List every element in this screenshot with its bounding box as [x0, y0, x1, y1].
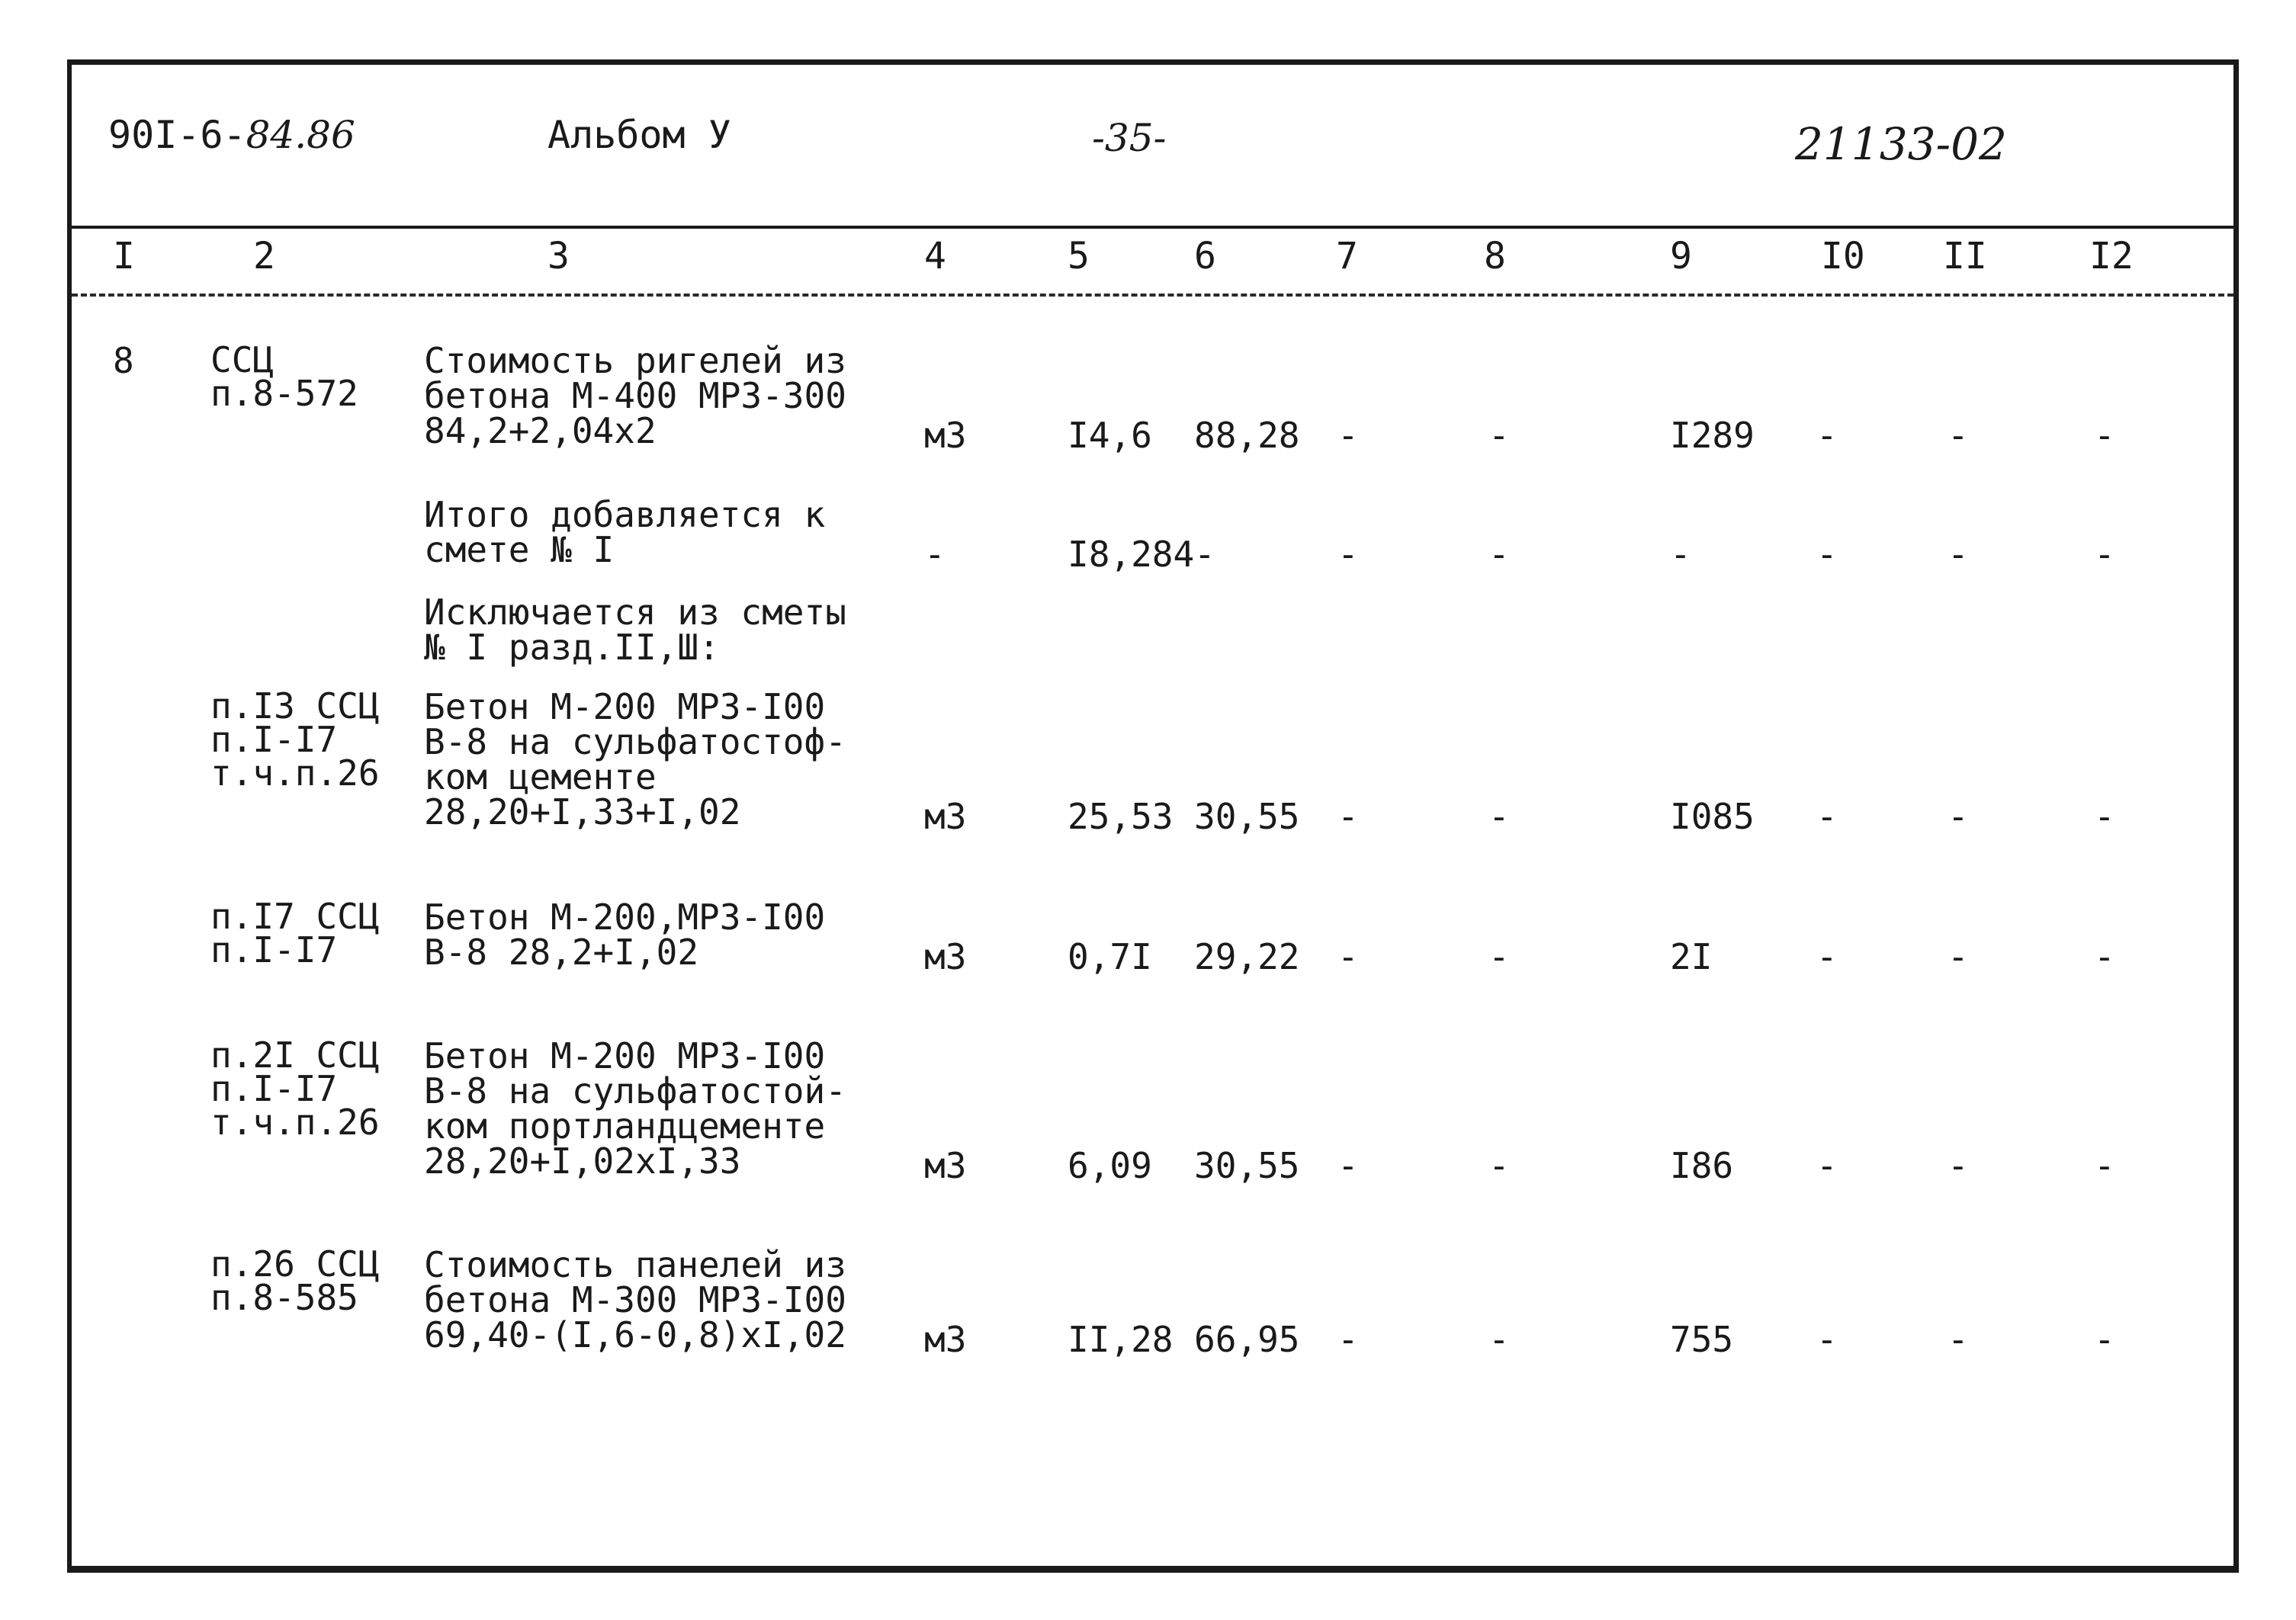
column-number: 5 — [1068, 235, 1090, 277]
value-cell-c7: - — [1337, 415, 1359, 456]
reference-line: п.I-I7 — [210, 929, 338, 970]
value-cell-c5: II,28 — [1068, 1319, 1174, 1360]
column-number: 6 — [1194, 235, 1216, 277]
value-cell-c11: - — [1948, 415, 1969, 456]
value-cell-c12: - — [2094, 936, 2115, 977]
value-cell-c10: - — [1816, 534, 1838, 575]
reference-line: п.26 ССЦ — [210, 1243, 380, 1285]
value-cell-c6: 66,95 — [1194, 1319, 1300, 1360]
value-cell-c6: 30,55 — [1194, 796, 1300, 837]
value-cell-c7: - — [1337, 936, 1359, 977]
description-line: ком цементе — [424, 756, 657, 797]
value-cell-c9: 2I — [1670, 936, 1713, 977]
value-cell-c10: - — [1816, 796, 1838, 837]
value-cell-c12: - — [2094, 415, 2115, 456]
value-cell-c12: - — [2094, 796, 2115, 837]
column-number: I2 — [2089, 235, 2134, 277]
value-cell-c10: - — [1816, 415, 1838, 456]
page-number: -35- — [1092, 116, 1167, 160]
column-number: 8 — [1484, 235, 1506, 277]
description-line: 28,20+I,02хI,33 — [424, 1140, 741, 1182]
description-line: бетона М-400 МРЗ-300 — [424, 375, 846, 416]
value-cell-c10: - — [1816, 1145, 1838, 1186]
column-number: II — [1943, 235, 1987, 277]
value-cell-unit: м3 — [924, 415, 967, 456]
value-cell-c8: - — [1488, 1145, 1510, 1186]
album-label: Альбом У — [548, 113, 731, 157]
value-cell-c10: - — [1816, 936, 1838, 977]
value-cell-c9: I86 — [1670, 1145, 1734, 1186]
value-cell-c11: - — [1948, 1145, 1969, 1186]
description-line: Бетон М-200 МРЗ-I00 — [424, 1035, 826, 1076]
value-cell-c7: - — [1337, 534, 1359, 575]
description-line: 84,2+2,04х2 — [424, 410, 657, 451]
value-cell-c12: - — [2094, 1319, 2115, 1360]
description-line: Бетон М-200 МРЗ-I00 — [424, 686, 826, 727]
value-cell-c8: - — [1488, 534, 1510, 575]
value-cell-c6: 88,28 — [1194, 415, 1300, 456]
value-cell-c6: 30,55 — [1194, 1145, 1300, 1186]
description-line: Исключается из сметы — [424, 592, 846, 633]
value-cell-c5: I8,284 — [1068, 534, 1195, 575]
document-code-printed: 90I-6- — [108, 113, 246, 157]
description-line: № I разд.II,Ш: — [424, 627, 720, 668]
reference-line: п.I-I7 — [210, 1068, 338, 1109]
value-cell-unit: м3 — [924, 796, 967, 837]
value-cell-c7: - — [1337, 1319, 1359, 1360]
column-number: 4 — [924, 235, 946, 277]
value-cell-c8: - — [1488, 796, 1510, 837]
value-cell-c5: 6,09 — [1068, 1145, 1152, 1186]
reference-line: п.2I ССЦ — [210, 1035, 380, 1076]
column-number: 2 — [253, 235, 275, 277]
value-cell-c6: 29,22 — [1194, 936, 1300, 977]
description-line: Стоимость ригелей из — [424, 340, 846, 381]
document-code-handwritten: 84.86 — [246, 113, 355, 157]
description-line: 69,40-(I,6-0,8)хI,02 — [424, 1314, 846, 1355]
header-rule-top — [72, 226, 2233, 229]
project-number: 21133-02 — [1795, 118, 2007, 170]
header-rule-bottom — [72, 294, 2233, 297]
value-cell-c5: I4,6 — [1068, 415, 1152, 456]
value-cell-c11: - — [1948, 936, 1969, 977]
column-number: I — [113, 235, 135, 277]
column-number: 3 — [548, 235, 570, 277]
description-line: смете № I — [424, 529, 615, 570]
value-cell-unit: м3 — [924, 936, 967, 977]
row-number: 8 — [113, 340, 134, 381]
value-cell-c9: - — [1670, 534, 1691, 575]
value-cell-c7: - — [1337, 1145, 1359, 1186]
value-cell-c11: - — [1948, 534, 1969, 575]
value-cell-c7: - — [1337, 796, 1359, 837]
reference-line: т.ч.п.26 — [210, 752, 380, 794]
value-cell-c12: - — [2094, 1145, 2115, 1186]
value-cell-c10: - — [1816, 1319, 1838, 1360]
description-line: бетона М-300 МРЗ-I00 — [424, 1279, 846, 1320]
value-cell-c8: - — [1488, 1319, 1510, 1360]
value-cell-c9: I085 — [1670, 796, 1755, 837]
description-line: 28,20+I,33+I,02 — [424, 791, 741, 832]
value-cell-unit: м3 — [924, 1145, 967, 1186]
column-number: I0 — [1821, 235, 1865, 277]
value-cell-c9: I289 — [1670, 415, 1755, 456]
value-cell-unit: м3 — [924, 1319, 967, 1360]
description-line: Стоимость панелей из — [424, 1244, 846, 1285]
description-line: В-8 28,2+I,02 — [424, 932, 699, 973]
reference-line: ССЦ — [210, 339, 275, 380]
value-cell-c5: 0,7I — [1068, 936, 1152, 977]
reference-line: п.I7 ССЦ — [210, 896, 380, 937]
value-cell-c5: 25,53 — [1068, 796, 1174, 837]
reference-line: п.8-585 — [210, 1277, 358, 1318]
column-number: 9 — [1670, 235, 1692, 277]
description-line: В-8 на сульфатостой- — [424, 1070, 846, 1112]
description-line: Итого добавляется к — [424, 494, 826, 535]
reference-line: п.I-I7 — [210, 719, 338, 760]
value-cell-c8: - — [1488, 936, 1510, 977]
value-cell-c11: - — [1948, 1319, 1969, 1360]
reference-line: т.ч.п.26 — [210, 1102, 380, 1143]
value-cell-c12: - — [2094, 534, 2115, 575]
column-number: 7 — [1336, 235, 1358, 277]
value-cell-c6: - — [1194, 534, 1215, 575]
reference-line: п.8-572 — [210, 373, 358, 414]
reference-line: п.I3 ССЦ — [210, 685, 380, 727]
value-cell-unit: - — [924, 534, 946, 575]
value-cell-c9: 755 — [1670, 1319, 1734, 1360]
description-line: ком портландцементе — [424, 1105, 826, 1147]
value-cell-c8: - — [1488, 415, 1510, 456]
document-code — [108, 113, 355, 157]
value-cell-c11: - — [1948, 796, 1969, 837]
description-line: Бетон М-200,МРЗ-I00 — [424, 897, 826, 938]
description-line: В-8 на сульфатостоф- — [424, 721, 846, 762]
